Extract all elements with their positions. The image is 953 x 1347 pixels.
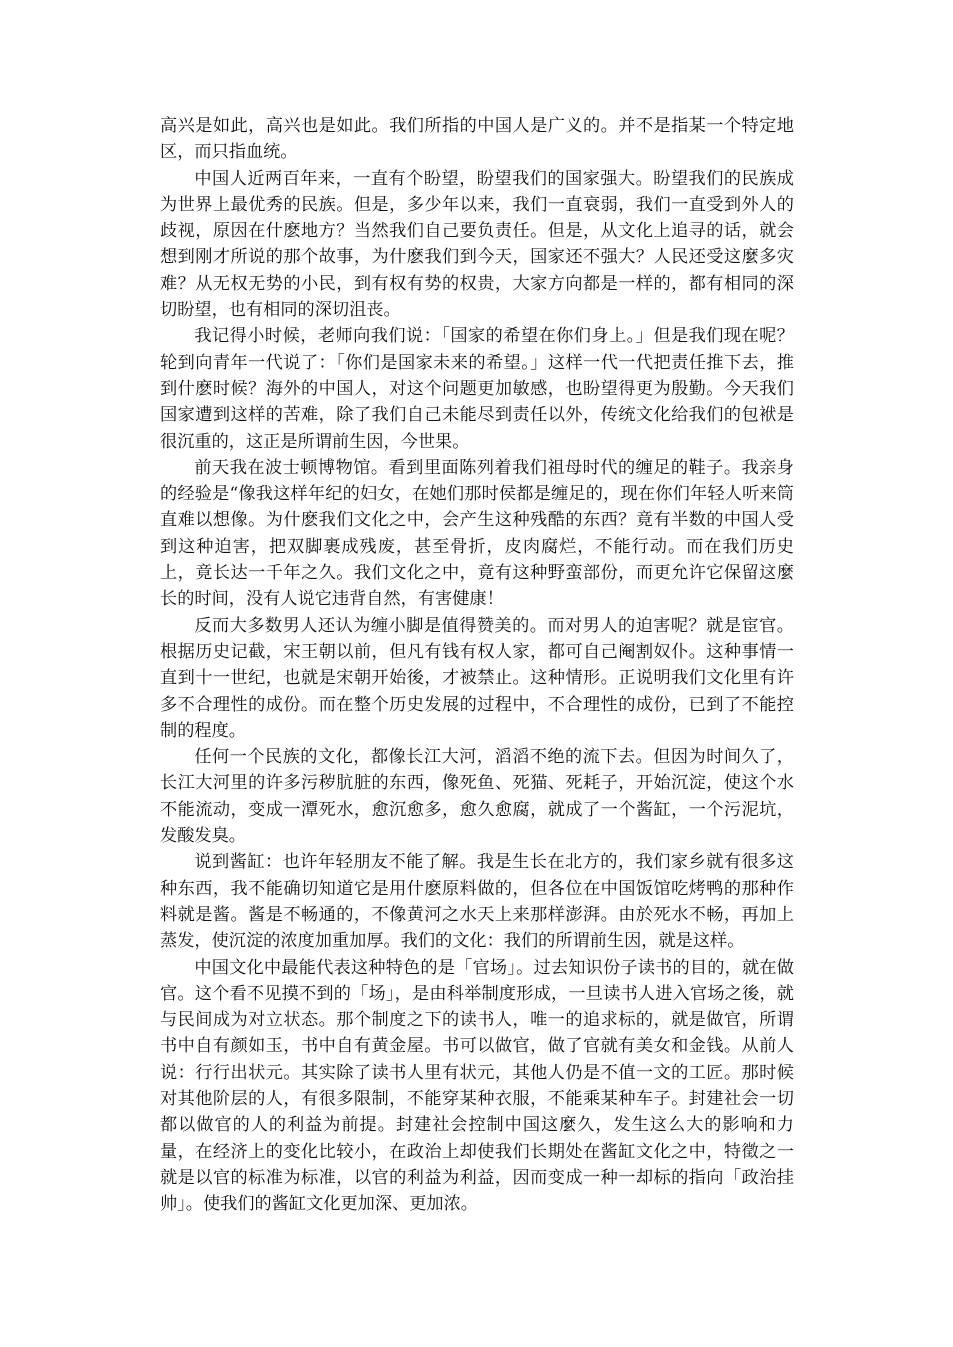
paragraph-river-metaphor: 任何一个民族的文化，都像长江大河，滔滔不绝的流下去。但因为时间久了，长江大河里的许多污秽肮脏的东西，像死鱼、死猫、死耗子，开始沉淀，使这个水不能流动，变成一潭死水，愈沉愈多，愈久愈腐，就成了一个酱缸，一个污泥坑，发酸发臭。 [160,747,794,847]
document-page [160,113,794,1217]
paragraph-childhood-memory: 我记得小时候，老师向我们说：「国家的希望在你们身上。」但是我们现在呢？轮到向青年一代说了：「你们是国家未来的希望。」这样一代一代把责任推下去，推到什麽时候？海外的中国人，对这个问题更加敏感，也盼望得更为殷勤。今天我们国家遭到这样的苦难，除了我们自己未能尽到责任以外，传统文化给我们的包袱是很沉重的，这正是所谓前生因，今世果。 [160,326,794,452]
paragraph-continuation: 高兴是如此，高兴也是如此。我们所指的中国人是广义的。并不是指某一个特定地区，而只指血统。 [160,116,794,163]
paragraph-officialdom: 中国文化中最能代表这种特色的是「官场」。过去知识份子读书的目的，就在做官。这个看不见摸不到的「场」，是由科举制度形成，一旦读书人进入官场之後，就与民间成为对立状态。那个制度之下的读书人，唯一的追求标的，就是做官，所谓书中自有颜如玉，书中自有黄金屋。书可以做官，做了官就有美女和金钱。从前人说：行行出状元。其实除了读书人里有状元，其他人仍是不值一文的工匠。那时候对其他阶层的人，有很多限制，不能穿某种衣服，不能乘某种车子。封建社会一切都以做官的人的利益为前提。封建社会控制中国这麼久，发生这么大的影响和力量，在经济上的变化比较小，在政治上却使我们长期处在酱缸文化之中，特徵之一就是以官的标准为标准，以官的利益为利益，因而变成一种一却标的指向「政治挂帅」。使我们的酱缸文化更加深、更加浓。 [160,957,794,1215]
paragraph-national-hope: 中国人近两百年来，一直有个盼望，盼望我们的国家强大。盼望我们的民族成为世界上最优秀的民族。但是，多少年以来，我们一直衰弱，我们一直受到外人的歧视，原因在什麽地方？当然我们自己要负责任。但是，从文化上追寻的话，就会想到刚才所说的那个故事，为什麽我们到今天，国家还不强大？人民还受这麼多灾难？从无权无势的小民，到有权有势的权贵，大家方向都是一样的，都有相同的深切盼望，也有相同的深切沮丧。 [160,168,794,321]
paragraph-boston-museum: 前天我在波士顿博物馆。看到里面陈列着我们祖母时代的缠足的鞋子。我亲身的经验是“像我这样年纪的妇女，在她们那时侯都是缠足的，现在你们年轻人听来筒直难以想像。为什麽我们文化之中，会产生这种残酷的东西？竟有半数的中国人受到这种迫害，把双脚裹成残废，甚至骨折，皮肉腐烂，不能行动。而在我们历史上，竟长达一千年之久。我们文化之中，竟有这种野蛮部份，而更允许它保留这麼长的时间，没有人说它违背自然，有害健康！ [160,457,794,610]
paragraph-eunuchs: 反而大多数男人还认为缠小脚是值得赞美的。而对男人的迫害呢？就是宦官。根据历史记截，宋王朝以前，但凡有钱有权人家，都可自己阉割奴仆。这种事情一直到十一世纪，也就是宋朝开始後，才被禁止。这种情形。正说明我们文化里有许多不合理性的成份。而在整个历史发展的过程中，不合理性的成份，已到了不能控制的程度。 [160,615,794,741]
paragraph-soy-vat: 说到酱缸：也许年轻朋友不能了解。我是生长在北方的，我们家乡就有很多这种东西，我不能确切知道它是用什麽原料做的，但各位在中国饭馆吃烤鸭的那种作料就是酱。酱是不畅通的，不像黄河之水天上来那样澎湃。由於死水不畅，再加上蒸发，使沉淀的浓度加重加厚。我们的文化：我们的所谓前生因，就是这样。 [160,852,794,952]
